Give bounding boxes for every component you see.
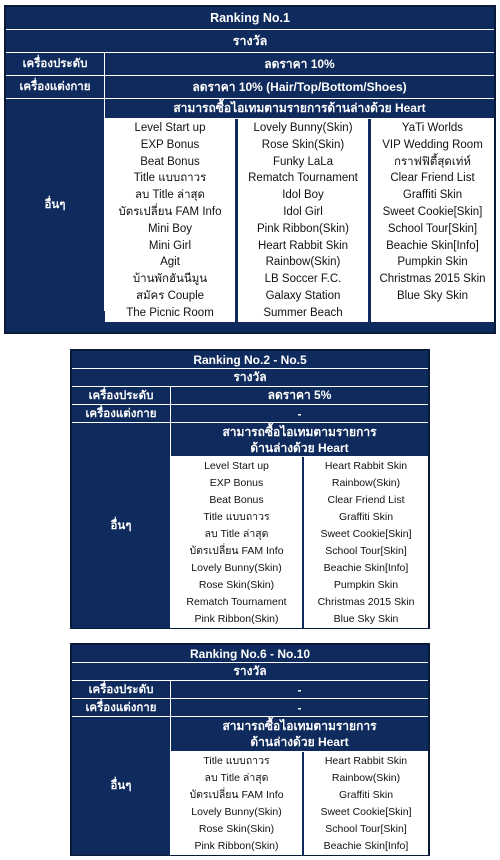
ranking-2-5-table xyxy=(70,349,430,629)
list-item: Heart Rabbit Skin xyxy=(257,239,349,252)
row-label: เครื่องแต่งกาย xyxy=(72,405,171,422)
list-item: School Tour[Skin] xyxy=(325,823,407,835)
list-item: Mini Boy xyxy=(147,222,193,235)
row-value: - xyxy=(297,700,302,715)
list-item: บัตรเปลี่ยน FAM Info xyxy=(189,545,284,557)
list-item: สมัคร Couple xyxy=(135,289,205,302)
list-item: School Tour[Skin] xyxy=(387,222,478,235)
list-item: Sweet Cookie[Skin] xyxy=(320,528,412,540)
list-item: Graffiti Skin xyxy=(402,189,463,202)
list-item: Heart Rabbit Skin xyxy=(324,460,408,472)
list-item: Blue Sky Skin xyxy=(397,289,468,302)
item-column xyxy=(304,752,428,855)
list-item: Lovely Bunny(Skin) xyxy=(253,122,353,134)
reward-header: รางวัล xyxy=(6,30,494,53)
other-heading-line: สามารถซื้อไอเทมตามรายการ xyxy=(222,424,377,439)
list-item: Graffiti Skin xyxy=(338,511,394,523)
other-body xyxy=(171,717,428,855)
other-body xyxy=(105,99,494,319)
list-item: Beachie Skin[Info] xyxy=(323,562,409,574)
list-item: ลบ Title ล่าสุด xyxy=(204,528,269,540)
list-item: Agit xyxy=(160,256,180,269)
other-heading-line: ด้านล่างด้วย Heart xyxy=(250,440,349,455)
list-item: EXP Bonus xyxy=(209,477,264,489)
list-item: กราฟฟิตี้สุดเท่ห์ xyxy=(394,155,471,168)
list-item: Christmas 2015 Skin xyxy=(379,273,486,286)
list-item: Heart Rabbit Skin xyxy=(324,755,408,767)
list-item: Galaxy Station xyxy=(265,289,341,302)
row-label: เครื่องแต่งกาย xyxy=(72,699,171,716)
other-section xyxy=(72,423,428,628)
item-columns xyxy=(105,119,494,322)
other-heading xyxy=(105,99,494,119)
row-label: เครื่องประดับ xyxy=(6,53,105,75)
row-value: ลดราคา 5% xyxy=(267,388,332,402)
row-label: เครื่องประดับ xyxy=(72,387,171,404)
list-item: EXP Bonus xyxy=(140,138,200,151)
ranking-6-10-table xyxy=(70,643,430,856)
list-item: Pumpkin Skin xyxy=(397,256,468,269)
other-heading xyxy=(171,423,428,457)
list-item: VIP Wedding Room xyxy=(382,138,483,151)
list-item: Christmas 2015 Skin xyxy=(317,596,415,608)
list-item: YaTi Worlds xyxy=(401,122,464,134)
reward-header: รางวัล xyxy=(72,663,428,681)
list-item: Clear Friend List xyxy=(390,172,475,185)
other-heading-line: ด้านล่างด้วย Heart xyxy=(250,735,349,749)
clothing-row xyxy=(72,699,428,717)
list-item: Blue Sky Skin xyxy=(333,613,399,625)
table-title: Ranking No.2 - No.5 xyxy=(72,351,428,369)
other-label: อื่นๆ xyxy=(72,423,171,628)
list-item: Pumpkin Skin xyxy=(333,579,399,591)
list-item: Funky LaLa xyxy=(272,155,334,168)
other-heading-line: สามารถซื้อไอเทมตามรายการ xyxy=(222,719,377,733)
accessory-row xyxy=(6,53,494,76)
list-item: Title แบบถาวร xyxy=(203,511,270,523)
other-section xyxy=(72,717,428,855)
list-item: Summer Beach xyxy=(263,306,343,319)
item-column xyxy=(371,119,494,322)
list-item: บัตรเปลี่ยน FAM Info xyxy=(189,789,284,801)
list-item: Rainbow(Skin) xyxy=(331,477,401,489)
list-item: ลบ Title ล่าสุด xyxy=(134,189,206,202)
list-item: ลบ Title ล่าสุด xyxy=(204,772,269,784)
list-item: School Tour[Skin] xyxy=(325,545,407,557)
list-item: Pink Ribbon(Skin) xyxy=(256,222,350,235)
list-item: Sweet Cookie[Skin] xyxy=(320,806,412,818)
list-item: Beat Bonus xyxy=(140,155,200,168)
list-item: Rainbow(Skin) xyxy=(331,772,401,784)
item-column xyxy=(171,752,302,855)
list-item: Rainbow(Skin) xyxy=(265,256,341,269)
list-item: Level Start up xyxy=(204,460,269,472)
table-title: Ranking No.6 - No.10 xyxy=(72,645,428,663)
list-item: Beachie Skin[Info] xyxy=(386,239,479,252)
ranking-1-table xyxy=(4,5,496,334)
list-item: Graffiti Skin xyxy=(338,789,394,801)
list-item: Lovely Bunny(Skin) xyxy=(191,562,282,574)
list-item: Sweet Cookie[Skin] xyxy=(382,205,483,218)
list-item: Idol Girl xyxy=(283,205,323,218)
list-item: Beat Bonus xyxy=(209,494,264,506)
item-column xyxy=(238,119,368,322)
list-item: Mini Girl xyxy=(148,239,192,252)
list-item: Title แบบถาวร xyxy=(133,172,207,185)
list-item: Rose Skin(Skin) xyxy=(198,823,275,835)
row-label: เครื่องแต่งกาย xyxy=(6,76,105,98)
accessory-row xyxy=(72,681,428,699)
list-item: Lovely Bunny(Skin) xyxy=(191,806,282,818)
other-section xyxy=(6,99,494,319)
list-item: Rose Skin(Skin) xyxy=(261,138,345,151)
list-item: Clear Friend List xyxy=(327,494,405,506)
clothing-row xyxy=(72,405,428,423)
accessory-row xyxy=(72,387,428,405)
list-item: Rematch Tournament xyxy=(248,172,358,185)
row-value: ลดราคา 10% xyxy=(264,56,335,71)
table-title: Ranking No.1 xyxy=(6,7,494,30)
clothing-row xyxy=(6,76,494,99)
item-column xyxy=(105,119,235,322)
reward-header: รางวัล xyxy=(72,369,428,387)
row-value: - xyxy=(297,406,302,421)
list-item: Rematch Tournament xyxy=(186,596,287,608)
other-body xyxy=(171,423,428,628)
list-item: บ้านพักฮันนีมูน xyxy=(132,273,208,286)
item-columns xyxy=(171,457,428,628)
item-columns xyxy=(171,752,428,855)
list-item: The Picnic Room xyxy=(126,306,214,319)
row-label: เครื่องประดับ xyxy=(72,681,171,698)
list-item: Rose Skin(Skin) xyxy=(198,579,275,591)
row-value: - xyxy=(297,682,302,697)
other-heading xyxy=(171,717,428,752)
other-label: อื่นๆ xyxy=(6,99,105,311)
list-item: บัตรเปลี่ยน FAM Info xyxy=(118,205,222,218)
list-item: Beachie Skin[Info] xyxy=(323,840,409,852)
item-column xyxy=(304,457,428,628)
list-item: Idol Boy xyxy=(282,189,324,202)
list-item: Pink Ribbon(Skin) xyxy=(194,613,279,625)
other-heading-line: สามารถซื้อไอเทมตามรายการด้านล่างด้วย Heart xyxy=(173,101,426,115)
other-label: อื่นๆ xyxy=(72,717,171,855)
list-item: Title แบบถาวร xyxy=(203,755,270,767)
list-item: Pink Ribbon(Skin) xyxy=(194,840,279,852)
row-value: ลดราคา 10% (Hair/Top/Bottom/Shoes) xyxy=(192,79,407,94)
list-item: LB Soccer F.C. xyxy=(264,273,342,286)
item-column xyxy=(171,457,302,628)
list-item: Level Start up xyxy=(134,122,206,134)
